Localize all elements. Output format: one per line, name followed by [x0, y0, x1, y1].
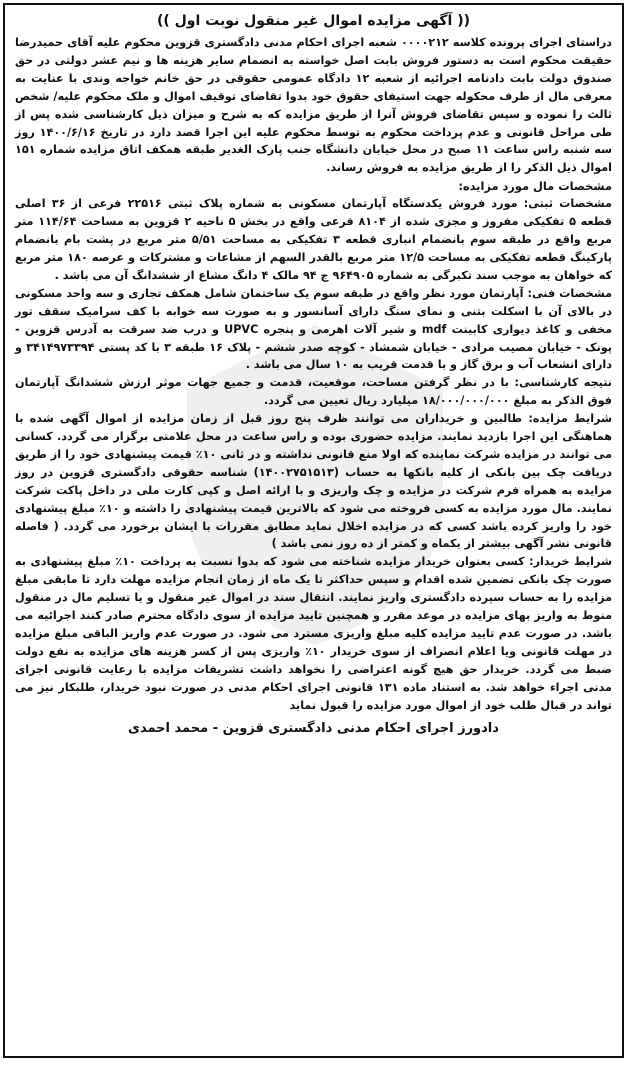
auction-conditions-label: شرایط مزایده: [528, 412, 612, 426]
registration-section [15, 195, 612, 285]
notice-title: (( آگهی مزایده اموال غیر منقول نوبت اول )) [156, 13, 471, 29]
expert-section [15, 374, 612, 410]
expert-text: با در نظر گرفتن مساحت، موقعیت، قدمت و جمیع جهات موثر ارزش ششدانگ آپارتمان فوق الذکر به مبلغ ۱۸/۰۰۰/۰۰۰/۰۰۰ میلیارد ریال تعیین می گردد. [15, 376, 612, 408]
buyer-conditions-section [15, 553, 612, 714]
auction-conditions-section [15, 410, 612, 553]
auction-conditions-text: طالبین و خریداران می توانند ظرف پنج روز قبل از زمان مزایده از اموال آگهی شده با هماهنگی این اجرا بازدید نمایند. مزایده حضوری بوده و راس ساعت در محل علامتی برگزار می گردد. کسانی می توانند در مزایده شرکت نماینده که اولا منع قانونی نداشته و در ثانی ۱۰٪ قیمت پیشنهادی خود را از طریق دریافت چک بین بانکی از کلیه بانکها به حساب (۱۴۰۰۲۷۵۱۵۱۳) شناسه حقوقی دادگستری قزوین در روز مزایده به همراه فرم شرکت در مزایده و چک واریزی و با ارائه اصل و کپی کارت ملی در داخل پاکت شرکت نمایند. مال مورد مزایده به کسی فروخته می شود که بالاترین قیمت پیشنهادی را داشته و ۱۰٪ مبلغ پیشنهادی خود را واریز کرده باشد کسی که در مزایده اخلال نماید مطابق مقررات با ایشان برخورد می گردد. ( فاصله قانونی نشر آگهی بیشتر از یکماه و کمتر از ده روز نمی باشد ) [15, 412, 613, 551]
technical-text: آپارتمان مورد نظر واقع در طبقه سوم یک ساختمان شامل همکف تجاری و سه واحد مسکونی در بالای آن با اسکلت بتنی و نمای سنگ دارای آسانسور و به صورت سه خوابه با کف سرامیک سقف تور مخفی و کاغذ دیواری کابینت mdf و شیر آلات اهرمی و پنجره UPVC و درب ضد سرقت به آدرس قزوین - پونک - خیابان مصیب مرادی - خیابان شمشاد - کوچه صدر ششم - پلاک ۱۶ طبقه ۳ با کد پستی ۳۴۱۴۹۷۳۳۹۴ و دارای انشعاب آب و برق گاز و با قدمت قریب به ۱۰ سال می باشد . [15, 286, 613, 372]
property-heading: مشخصات مال مورد مزایده: [458, 179, 612, 194]
registration-label: مشخصات ثبتی: [523, 197, 612, 211]
registration-text: مورد فروش یکدستگاه آپارتمان مسکونی به شماره پلاک ثبتی ۲۲۵۱۶ فرعی از ۳۶ اصلی قطعه ۵ تفکیکی مفروز و مجزی شده از ۸۱۰۴ فرعی واقع در بخش ۵ ناحیه ۲ قزوین به مساحت ۱۱۴/۶۴ متر مربع واقع در طبقه سوم بانضمام انباری قطعه ۳ تفکیکی به مساحت ۵/۵۱ متر مربع در پشت بام بانضمام پارکینگ قطعه تفکیکی به مساحت ۱۲/۵ متر مربع بالقدر السهم از مشاعات و مشترکات و عرصه ۱۸۰ متر مربع که خواهان به موجب سند تکبرگی به شماره ۹۶۴۹۰۵ ج ۹۴ مالک ۴ دانگ مشاع از ششدانگ آن می باشد . [15, 197, 612, 282]
intro-paragraph: دراستای اجرای پرونده کلاسه ۰۰۰۰۲۱۲ شعبه اجرای احکام مدنی دادگستری قزوین محکوم علیه آقای حمیدرضا حقیقت محکوم است به دستور فروش بابت اصل خواسته به انضمام سایر هزینه ها و نیم عشر دولتی در حق صندوق دولت بابت دادنامه اجرائیه از شعبه ۱۲ دادگاه عمومی حقوقی در حق خانم خواجه وندی با عنایت به معرفی مال از طرف محکوله جهت استیفای حقوق خود بدوا تقاضای توقیف اموال و ملک محکوم علیه/ شخص ثالث را نموده و سپس تقاضای فروش آنرا از طریق مزایده که به شرح و میزان ذیل کارشناسی شده پس از طی مراحل قانونی و عدم پرداخت محکوم به توسط محکوم علیه این اجرا قصد دارد در تاریخ ۱۴۰۰/۶/۱۶ روز سه شنبه راس ساعت ۱۱ صبح در محل خیابان دانشگاه جنب پارک الغدیر طبقه همکف اتاق مزایده شماره ۱۵۱ اموال ذیل الذکر را از طریق مزایده به فروش رساند. [15, 36, 613, 175]
buyer-conditions-label: شرایط خریدار: [529, 555, 612, 569]
expert-label: نتیجه کارشناسی: [514, 376, 612, 390]
notice-frame [3, 3, 624, 1058]
signature-footer: دادورز اجرای احکام مدنی دادگستری قزوین - محمد احمدی [128, 720, 499, 736]
technical-label: مشخصات فنی: [527, 286, 612, 300]
buyer-conditions-text: کسی بعنوان خریدار مزایده شناخته می شود که بدوا نسبت به پرداخت ۱۰٪ مبلغ پیشنهادی به صورت چک بانکی تضمین شده اقدام و سپس حداکثر تا یک ماه از زمان انجام مزایده مهلت دارد تا مابقی مبلغ مزایده را به حساب سپرده دادگستری واریز نمایند. انتقال سند در اموال غیر منقول و یا تسلیم مال در منقول منوط به واریز بهای مزایده در موعد مقرر و همچنین تایید مزایده از سوی دادگاه محترم صادر کنند اجرائیه می باشد. در صورت عدم تایید مزایده کلیه مبلغ واریزی مسترد می شود. در صورت عدم واریز الباقی مبلغ مزایده در مهلت قانونی ویا اعلام انصراف از سوی خریدار ۱۰٪ واریزی پس از کسر هزینه های مزایده به نفع دولت ضبط می گردد. خریدار حق هیچ گونه اعتراضی را نخواهد داشت تشریفات مزایده با رعایت قانونی اجرای مدنی اجراء خواهد شد. به استناد ماده ۱۳۱ قانونی اجرای احکام مدنی در صورت نبود خریدار، طلبکار نیز می تواند در قبال طلب خود از اموال مورد مزایده را قبول نماید [15, 555, 612, 712]
technical-section [15, 285, 612, 375]
